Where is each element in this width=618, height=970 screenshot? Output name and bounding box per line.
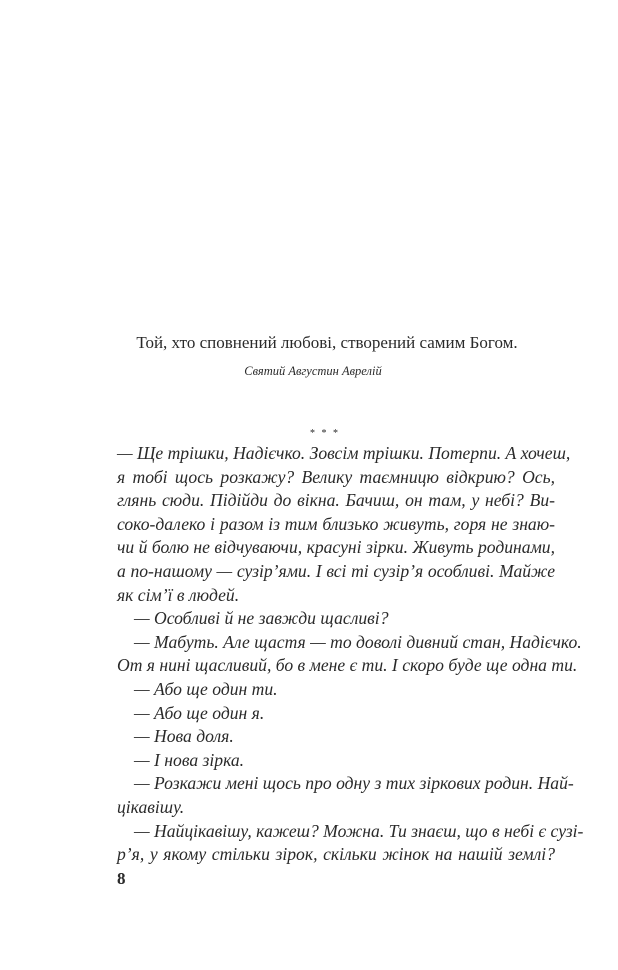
- text-line: глянь сюди. Підійди до вікна. Бачиш, он там, у небі? Ви-: [117, 490, 555, 511]
- epigraph-quote: Той, хто сповнений любові, створений самим Богом.: [136, 333, 518, 352]
- text-line: — Мабуть. Але щастя — то доволі дивний стан, Надієчко.: [134, 631, 582, 652]
- text-line: — Ще трішки, Надієчко. Зовсім трішки. Потерпи. А хочеш,: [117, 443, 571, 463]
- text-line: — Або ще один я.: [134, 702, 265, 723]
- text-line: — Або ще один ти.: [134, 678, 278, 699]
- text-line: р’я, у якому стільки зірок, скільки жінок на нашій землі?: [117, 844, 555, 865]
- text-line: — Розкажи мені щось про одну з тих зіркових родин. Най-: [134, 773, 574, 794]
- text-line: я тобі щось розкажу? Велику таємницю відкрию? Ось,: [117, 466, 555, 487]
- text-line: як сім’ї в людей.: [117, 584, 240, 605]
- text-line: цікавішу.: [117, 796, 185, 817]
- section-separator: * * *: [310, 428, 340, 439]
- epigraph: [0, 332, 618, 379]
- text-line: а по-нашому — сузір’ями. І всі ті сузір’я особливі. Майже: [117, 560, 555, 581]
- page-number: 8: [117, 869, 126, 888]
- body-text: [117, 442, 584, 867]
- text-line: — Особливі й не завжди щасливі?: [134, 608, 389, 629]
- epigraph-author: Святий Августин Аврелій: [244, 364, 382, 378]
- text-line: — Нова доля.: [134, 726, 234, 747]
- text-line: — І нова зірка.: [134, 749, 245, 770]
- text-line: — Найцікавішу, кажеш? Можна. Ти знаєш, що в небі є сузі-: [134, 820, 584, 841]
- text-line: соко-далеко і разом із тим близько живуть, горя не знаю-: [117, 513, 555, 534]
- text-line: От я нині щасливий, бо в мене є ти. І скоро буде ще одна ти.: [117, 655, 578, 676]
- text-line: чи й болю не відчуваючи, красуні зірки. Живуть родинами,: [117, 537, 555, 558]
